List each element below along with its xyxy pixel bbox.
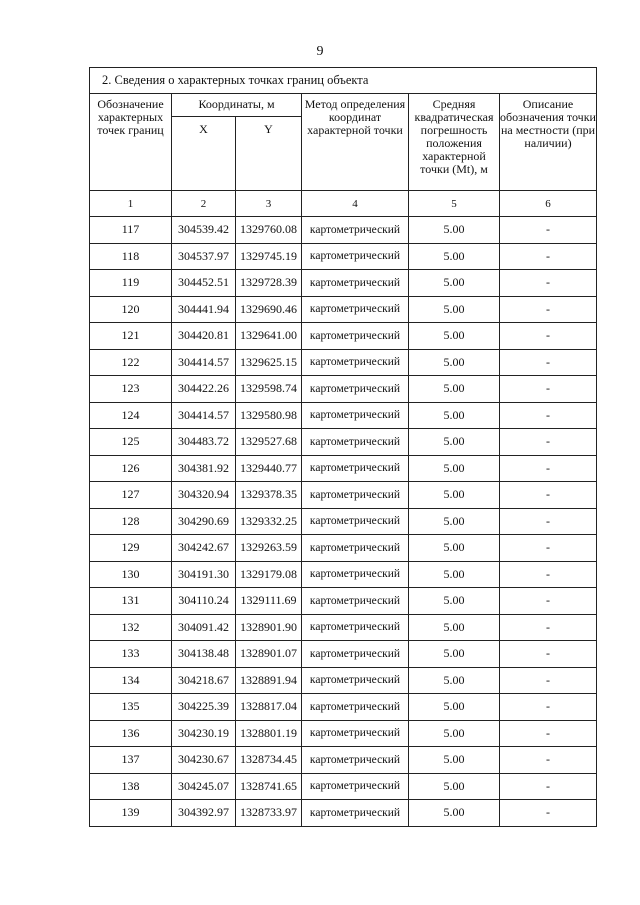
point-cell: 137 — [90, 747, 172, 774]
method-cell: картометрический — [302, 376, 409, 403]
point-cell: 139 — [90, 800, 172, 827]
description-cell: - — [500, 694, 597, 721]
x-coordinate-cell: 304218.67 — [172, 667, 236, 694]
description-cell: - — [500, 773, 597, 800]
point-cell: 134 — [90, 667, 172, 694]
header-y: Y — [236, 117, 302, 191]
table-row — [90, 694, 597, 721]
x-coordinate-cell: 304191.30 — [172, 561, 236, 588]
method-cell: картометрический — [302, 508, 409, 535]
description-cell: - — [500, 614, 597, 641]
table-row — [90, 535, 597, 562]
x-coordinate-cell: 304441.94 — [172, 296, 236, 323]
description-cell: - — [500, 217, 597, 244]
description-cell: - — [500, 720, 597, 747]
header-error: Средняя квадратическая погрешность положения характерной точки (Mt), м — [409, 94, 500, 191]
method-cell: картометрический — [302, 217, 409, 244]
y-coordinate-cell: 1329598.74 — [236, 376, 302, 403]
method-cell: картометрический — [302, 561, 409, 588]
column-number: 3 — [236, 191, 302, 217]
point-cell: 119 — [90, 270, 172, 297]
y-coordinate-cell: 1329332.25 — [236, 508, 302, 535]
y-coordinate-cell: 1328901.90 — [236, 614, 302, 641]
method-cell: картометрический — [302, 747, 409, 774]
table-row — [90, 455, 597, 482]
point-cell: 129 — [90, 535, 172, 562]
point-cell: 136 — [90, 720, 172, 747]
table-row — [90, 773, 597, 800]
y-coordinate-cell: 1328734.45 — [236, 747, 302, 774]
x-coordinate-cell: 304110.24 — [172, 588, 236, 615]
x-coordinate-cell: 304537.97 — [172, 243, 236, 270]
error-cell: 5.00 — [409, 535, 500, 562]
y-coordinate-cell: 1328817.04 — [236, 694, 302, 721]
header-x: X — [172, 117, 236, 191]
description-cell: - — [500, 455, 597, 482]
error-cell: 5.00 — [409, 455, 500, 482]
table-row — [90, 402, 597, 429]
table-row — [90, 800, 597, 827]
error-cell: 5.00 — [409, 720, 500, 747]
header-coordinates: Координаты, м — [172, 94, 302, 117]
column-number: 1 — [90, 191, 172, 217]
x-coordinate-cell: 304320.94 — [172, 482, 236, 509]
x-coordinate-cell: 304230.67 — [172, 747, 236, 774]
description-cell: - — [500, 747, 597, 774]
description-cell: - — [500, 429, 597, 456]
error-cell: 5.00 — [409, 349, 500, 376]
method-cell: картометрический — [302, 641, 409, 668]
description-cell: - — [500, 561, 597, 588]
x-coordinate-cell: 304091.42 — [172, 614, 236, 641]
y-coordinate-cell: 1328741.65 — [236, 773, 302, 800]
column-number: 4 — [302, 191, 409, 217]
method-cell: картометрический — [302, 694, 409, 721]
error-cell: 5.00 — [409, 588, 500, 615]
description-cell: - — [500, 270, 597, 297]
table-row — [90, 588, 597, 615]
y-coordinate-cell: 1329690.46 — [236, 296, 302, 323]
error-cell: 5.00 — [409, 323, 500, 350]
x-coordinate-cell: 304245.07 — [172, 773, 236, 800]
point-cell: 127 — [90, 482, 172, 509]
description-cell: - — [500, 508, 597, 535]
description-cell: - — [500, 296, 597, 323]
point-cell: 138 — [90, 773, 172, 800]
section-title: 2. Сведения о характерных точках границ объекта — [90, 68, 597, 94]
error-cell: 5.00 — [409, 376, 500, 403]
y-coordinate-cell: 1329745.19 — [236, 243, 302, 270]
table-row — [90, 747, 597, 774]
table-row — [90, 641, 597, 668]
error-cell: 5.00 — [409, 561, 500, 588]
table-row — [90, 349, 597, 376]
method-cell: картометрический — [302, 588, 409, 615]
x-coordinate-cell: 304452.51 — [172, 270, 236, 297]
page-number: 9 — [316, 44, 324, 59]
point-cell: 118 — [90, 243, 172, 270]
y-coordinate-cell: 1329378.35 — [236, 482, 302, 509]
y-coordinate-cell: 1329527.68 — [236, 429, 302, 456]
y-coordinate-cell: 1329625.15 — [236, 349, 302, 376]
error-cell: 5.00 — [409, 773, 500, 800]
description-cell: - — [500, 667, 597, 694]
point-cell: 122 — [90, 349, 172, 376]
boundary-points-table — [89, 67, 597, 827]
method-cell: картометрический — [302, 614, 409, 641]
y-coordinate-cell: 1328891.94 — [236, 667, 302, 694]
table-row — [90, 296, 597, 323]
error-cell: 5.00 — [409, 243, 500, 270]
column-number: 6 — [500, 191, 597, 217]
point-cell: 123 — [90, 376, 172, 403]
description-cell: - — [500, 349, 597, 376]
y-coordinate-cell: 1329263.59 — [236, 535, 302, 562]
point-cell: 124 — [90, 402, 172, 429]
point-cell: 130 — [90, 561, 172, 588]
error-cell: 5.00 — [409, 800, 500, 827]
point-cell: 121 — [90, 323, 172, 350]
error-cell: 5.00 — [409, 614, 500, 641]
x-coordinate-cell: 304483.72 — [172, 429, 236, 456]
point-cell: 120 — [90, 296, 172, 323]
description-cell: - — [500, 482, 597, 509]
point-cell: 131 — [90, 588, 172, 615]
column-number: 5 — [409, 191, 500, 217]
point-cell: 126 — [90, 455, 172, 482]
point-cell: 132 — [90, 614, 172, 641]
method-cell: картометрический — [302, 667, 409, 694]
x-coordinate-cell: 304225.39 — [172, 694, 236, 721]
error-cell: 5.00 — [409, 667, 500, 694]
x-coordinate-cell: 304392.97 — [172, 800, 236, 827]
table-row — [90, 323, 597, 350]
error-cell: 5.00 — [409, 429, 500, 456]
error-cell: 5.00 — [409, 402, 500, 429]
x-coordinate-cell: 304381.92 — [172, 455, 236, 482]
description-cell: - — [500, 376, 597, 403]
y-coordinate-cell: 1328901.07 — [236, 641, 302, 668]
error-cell: 5.00 — [409, 641, 500, 668]
x-coordinate-cell: 304420.81 — [172, 323, 236, 350]
y-coordinate-cell: 1329440.77 — [236, 455, 302, 482]
error-cell: 5.00 — [409, 217, 500, 244]
x-coordinate-cell: 304414.57 — [172, 349, 236, 376]
point-cell: 125 — [90, 429, 172, 456]
table-row — [90, 270, 597, 297]
table-row — [90, 720, 597, 747]
y-coordinate-cell: 1329111.69 — [236, 588, 302, 615]
y-coordinate-cell: 1329760.08 — [236, 217, 302, 244]
header-method: Метод определения координат характерной точки — [302, 94, 409, 191]
method-cell: картометрический — [302, 800, 409, 827]
point-cell: 135 — [90, 694, 172, 721]
error-cell: 5.00 — [409, 747, 500, 774]
y-coordinate-cell: 1328801.19 — [236, 720, 302, 747]
method-cell: картометрический — [302, 323, 409, 350]
error-cell: 5.00 — [409, 270, 500, 297]
method-cell: картометрический — [302, 773, 409, 800]
column-number: 2 — [172, 191, 236, 217]
x-coordinate-cell: 304539.42 — [172, 217, 236, 244]
header-description: Описание обозначения точки на местности (при наличии) — [500, 94, 597, 191]
x-coordinate-cell: 304290.69 — [172, 508, 236, 535]
table-row — [90, 614, 597, 641]
table-row — [90, 243, 597, 270]
error-cell: 5.00 — [409, 482, 500, 509]
y-coordinate-cell: 1329641.00 — [236, 323, 302, 350]
description-cell: - — [500, 641, 597, 668]
header-point: Обозначение характерных точек границ — [90, 94, 172, 191]
section-title-row — [90, 68, 597, 94]
x-coordinate-cell: 304242.67 — [172, 535, 236, 562]
point-cell: 128 — [90, 508, 172, 535]
method-cell: картометрический — [302, 349, 409, 376]
y-coordinate-cell: 1328733.97 — [236, 800, 302, 827]
method-cell: картометрический — [302, 482, 409, 509]
description-cell: - — [500, 535, 597, 562]
error-cell: 5.00 — [409, 296, 500, 323]
y-coordinate-cell: 1329580.98 — [236, 402, 302, 429]
x-coordinate-cell: 304422.26 — [172, 376, 236, 403]
method-cell: картометрический — [302, 720, 409, 747]
point-cell: 133 — [90, 641, 172, 668]
error-cell: 5.00 — [409, 508, 500, 535]
description-cell: - — [500, 402, 597, 429]
table-row — [90, 376, 597, 403]
y-coordinate-cell: 1329728.39 — [236, 270, 302, 297]
method-cell: картометрический — [302, 296, 409, 323]
table-row — [90, 429, 597, 456]
x-coordinate-cell: 304138.48 — [172, 641, 236, 668]
method-cell: картометрический — [302, 535, 409, 562]
table-row — [90, 217, 597, 244]
table-row — [90, 667, 597, 694]
method-cell: картометрический — [302, 429, 409, 456]
table-row — [90, 561, 597, 588]
x-coordinate-cell: 304414.57 — [172, 402, 236, 429]
error-cell: 5.00 — [409, 694, 500, 721]
y-coordinate-cell: 1329179.08 — [236, 561, 302, 588]
description-cell: - — [500, 588, 597, 615]
point-cell: 117 — [90, 217, 172, 244]
x-coordinate-cell: 304230.19 — [172, 720, 236, 747]
header-row — [90, 94, 597, 117]
method-cell: картометрический — [302, 243, 409, 270]
table-row — [90, 508, 597, 535]
description-cell: - — [500, 323, 597, 350]
method-cell: картометрический — [302, 402, 409, 429]
column-number-row — [90, 191, 597, 217]
table-row — [90, 482, 597, 509]
method-cell: картометрический — [302, 455, 409, 482]
description-cell: - — [500, 243, 597, 270]
method-cell: картометрический — [302, 270, 409, 297]
description-cell: - — [500, 800, 597, 827]
